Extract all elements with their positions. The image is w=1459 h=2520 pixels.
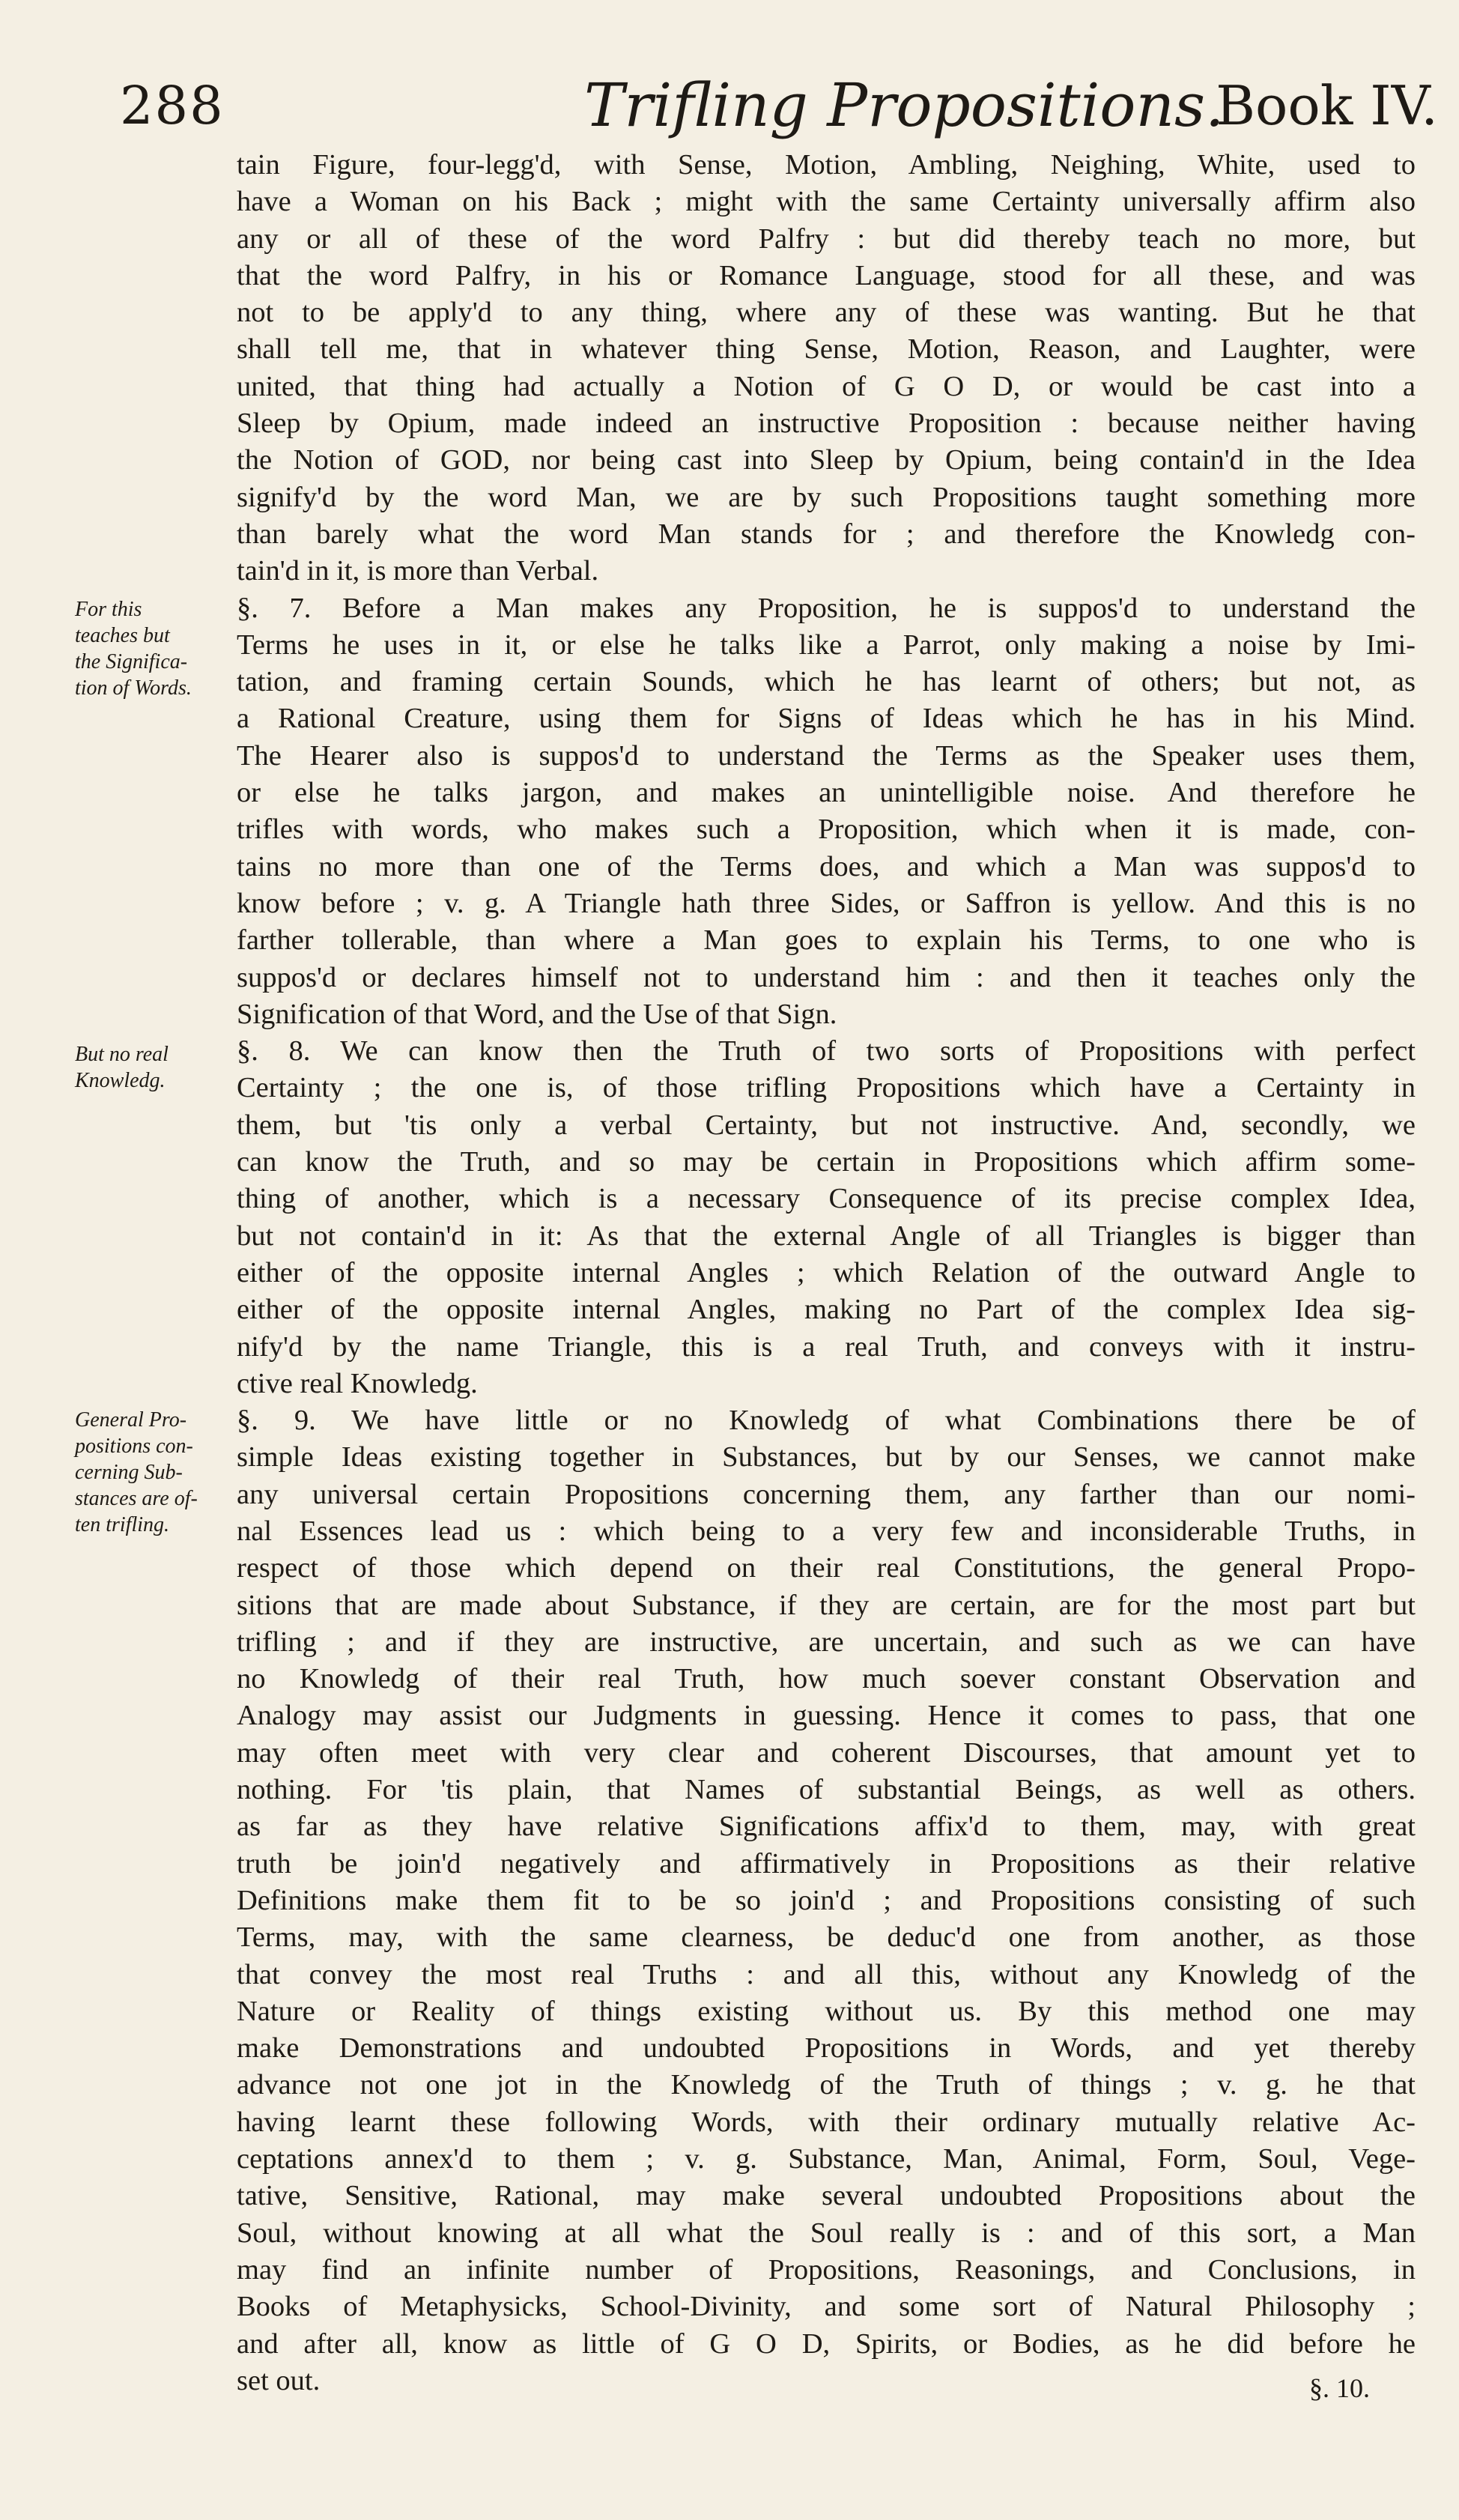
body-line: trifling ; and if they are instructive, are uncertain, and such as we can have xyxy=(237,1626,1416,1658)
body-line: them, but 'tis only a verbal Certainty, but not instructive. And, secondly, we xyxy=(237,1109,1416,1141)
body-line: thing of another, which is a necessary Consequence of its precise complex Idea, xyxy=(237,1183,1416,1215)
body-line: §. 7. Before a Man makes any Proposition, he is suppos'd to understand the xyxy=(237,592,1416,624)
body-line: can know the Truth, and so may be certain in Propositions which affirm some- xyxy=(237,1146,1416,1178)
body-line: nify'd by the name Triangle, this is a real Truth, and conveys with it instru- xyxy=(237,1330,1416,1363)
body-line: and after all, know as little of G O D, Spirits, or Bodies, as he did before he xyxy=(237,2327,1416,2360)
body-line: advance not one jot in the Knowledg of the Truth of things ; v. g. he that xyxy=(237,2069,1416,2101)
body-line: nothing. For 'tis plain, that Names of substantial Beings, as well as others. xyxy=(237,1774,1416,1806)
margin-note-line: Knowledg. xyxy=(75,1069,166,1092)
body-line: a Rational Creature, using them for Signs of Ideas which he has in his Mind. xyxy=(237,703,1416,735)
book-label: Book IV. xyxy=(1216,74,1438,137)
body-line: make Demonstrations and undoubted Propositions in Words, and yet thereby xyxy=(237,2032,1416,2065)
body-line: Analogy may assist our Judgments in guessing. Hence it comes to pass, that one xyxy=(237,1700,1416,1732)
body-line: ctive real Knowledg. xyxy=(237,1367,478,1399)
body-line: Terms he uses in it, or else he talks like a Parrot, only making a noise by Imi- xyxy=(237,629,1416,661)
body-line: trifles with words, who makes such a Proposition, which when it is made, con- xyxy=(237,814,1416,846)
body-line: tain'd in it, is more than Verbal. xyxy=(237,555,599,587)
body-line: than barely what the word Man stands for ; and therefore the Knowledg con- xyxy=(237,518,1416,550)
body-line: Definitions make them fit to be so join'd ; and Propositions consisting of such xyxy=(237,1884,1416,1916)
body-line: Soul, without knowing at all what the Soul really is : and of this sort, a Man xyxy=(237,2217,1416,2249)
body-line: may find an infinite number of Propositions, Reasonings, and Conclusions, in xyxy=(237,2253,1416,2286)
page-number: 288 xyxy=(120,75,225,136)
body-line: sitions that are made about Substance, if they are certain, are for the most part but xyxy=(237,1589,1416,1621)
body-line: but not contain'd in it: As that the external Angle of all Triangles is bigger than xyxy=(237,1220,1416,1252)
margin-note-line: ten trifling. xyxy=(75,1513,169,1536)
body-line: that convey the most real Truths : and all this, without any Knowledg of the xyxy=(237,1958,1416,1990)
body-line: Sleep by Opium, made indeed an instructive Proposition : because neither having xyxy=(237,408,1416,440)
body-line: tains no more than one of the Terms does, and which a Man was suppos'd to xyxy=(237,850,1416,882)
body-line: any universal certain Propositions concerning them, any farther than our nomi- xyxy=(237,1478,1416,1510)
body-line: Nature or Reality of things existing without us. By this method one may xyxy=(237,1995,1416,2027)
margin-note-line: For this xyxy=(75,598,142,621)
body-line: having learnt these following Words, with their ordinary mutually relative Ac- xyxy=(237,2106,1416,2138)
margin-note-line: But no real xyxy=(75,1043,169,1066)
body-line: either of the opposite internal Angles ; which Relation of the outward Angle to xyxy=(237,1256,1416,1288)
body-line: have a Woman on his Back ; might with the same Certainty universally affirm also xyxy=(237,186,1416,218)
catchword: §. 10. xyxy=(1309,2373,1370,2403)
margin-note-line: teaches but xyxy=(75,624,170,647)
body-line: united, that thing had actually a Notion of G O D, or would be cast into a xyxy=(237,370,1416,402)
body-line: that the word Palfry, in his or Romance Language, stood for all these, and was xyxy=(237,259,1416,291)
margin-note-no-real-knowledg xyxy=(75,1041,247,1094)
body-line: tation, and framing certain Sounds, which he has learnt of others; but not, as xyxy=(237,666,1416,698)
body-line: suppos'd or declares himself not to understand him : and then it teaches only the xyxy=(237,961,1416,993)
body-line: the Notion of GOD, nor being cast into Sleep by Opium, being contain'd in the Idea xyxy=(237,444,1416,476)
body-line: either of the opposite internal Angles, making no Part of the complex Idea sig- xyxy=(237,1294,1416,1326)
margin-note-line: cerning Sub- xyxy=(75,1461,183,1484)
body-line: any or all of these of the word Palfry : but did thereby teach no more, but xyxy=(237,222,1416,255)
body-line: Signification of that Word, and the Use of that Sign. xyxy=(237,998,837,1030)
running-title: Trifling Propositions. xyxy=(584,70,1225,140)
margin-note-line: tion of Words. xyxy=(75,676,192,700)
body-line: set out. xyxy=(237,2364,321,2396)
body-line: tative, Sensitive, Rational, may make several undoubted Propositions about the xyxy=(237,2180,1416,2212)
body-line: §. 8. We can know then the Truth of two sorts of Propositions with perfect xyxy=(237,1035,1416,1067)
body-line: Terms, may, with the same clearness, be deduc'd one from another, as those xyxy=(237,1921,1416,1954)
body-line: may often meet with very clear and coherent Discourses, that amount yet to xyxy=(237,1736,1416,1769)
body-line: Certainty ; the one is, of those trifling Propositions which have a Certainty in xyxy=(237,1072,1416,1104)
margin-note-general-propositions xyxy=(75,1407,247,1538)
body-line: farther tollerable, than where a Man goes to explain his Terms, to one who is xyxy=(237,924,1416,957)
body-line: respect of those which depend on their real Constitutions, the general Propo- xyxy=(237,1552,1416,1584)
body-line: §. 9. We have little or no Knowledg of what Combinations there be of xyxy=(237,1405,1416,1437)
body-line: simple Ideas existing together in Substances, but by our Senses, we cannot make xyxy=(237,1441,1416,1473)
margin-note-line: positions con- xyxy=(75,1435,193,1458)
body-line: or else he talks jargon, and makes an unintelligible noise. And therefore he xyxy=(237,777,1416,809)
running-head xyxy=(120,69,1438,151)
body-line: tain Figure, four-legg'd, with Sense, Motion, Ambling, Neighing, White, used to xyxy=(237,149,1416,181)
body-line: The Hearer also is suppos'd to understand the Terms as the Speaker uses them, xyxy=(237,739,1416,772)
body-line: nal Essences lead us : which being to a very few and inconsiderable Truths, in xyxy=(237,1515,1416,1547)
margin-note-line: the Significa- xyxy=(75,650,188,673)
margin-note-line: stances are of- xyxy=(75,1487,198,1510)
body-line: know before ; v. g. A Triangle hath three Sides, or Saffron is yellow. And this is no xyxy=(237,887,1416,919)
body-line: signify'd by the word Man, we are by such Propositions taught something more xyxy=(237,481,1416,513)
margin-note-line: General Pro- xyxy=(75,1408,187,1432)
body-line: as far as they have relative Significations affix'd to them, may, with great xyxy=(237,1811,1416,1843)
body-line: truth be join'd negatively and affirmatively in Propositions as their relative xyxy=(237,1847,1416,1880)
body-text xyxy=(237,147,1416,2399)
body-line: Books of Metaphysicks, School-Divinity, and some sort of Natural Philosophy ; xyxy=(237,2291,1416,2323)
body-line: not to be apply'd to any thing, where any of these was wanting. But he that xyxy=(237,297,1416,329)
margin-note-significations xyxy=(75,596,247,701)
body-line: no Knowledg of their real Truth, how much soever constant Observation and xyxy=(237,1663,1416,1695)
body-line: shall tell me, that in whatever thing Sense, Motion, Reason, and Laughter, were xyxy=(237,333,1416,366)
body-line: ceptations annex'd to them ; v. g. Substance, Man, Animal, Form, Soul, Vege- xyxy=(237,2143,1416,2175)
